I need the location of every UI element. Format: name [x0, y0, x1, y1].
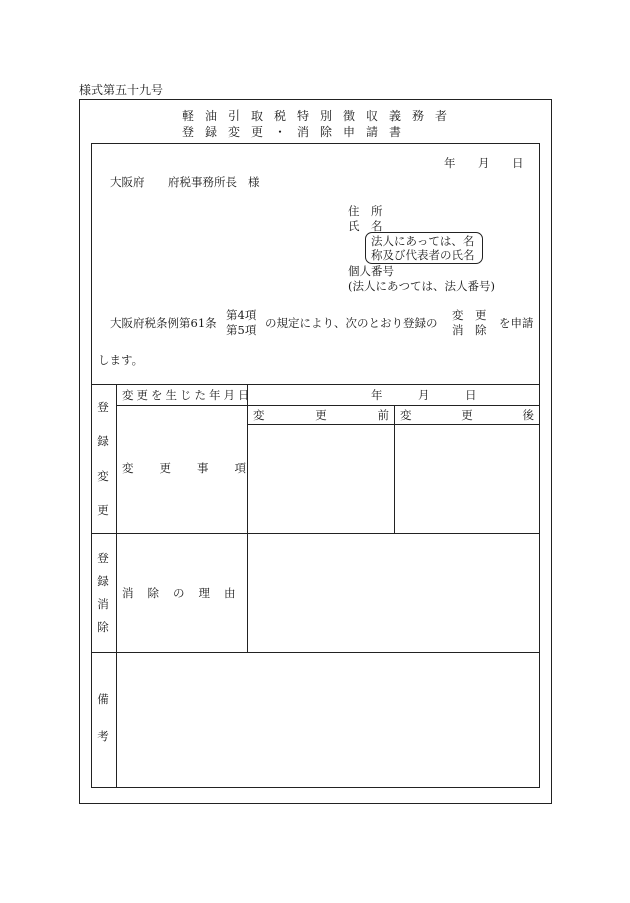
statement-clause4: 第4項 [226, 308, 257, 322]
form-title-line2: 登録変更・消除申請書 [182, 125, 413, 139]
change-section-char-4: 更 [97, 503, 109, 517]
statement-ordinance: 大阪府税条例第61条 [110, 316, 217, 330]
change-date-row-line [116, 405, 540, 406]
change-date-label: 変更を生じた年月日 [122, 388, 253, 402]
change-section-char-3: 変 [97, 469, 109, 483]
addressee-office: 府税事務所長 [168, 175, 237, 189]
table-label-divider-change [247, 384, 248, 534]
delete-reason-label: 消除の理由 [122, 586, 250, 600]
addressee-prefecture: 大阪府 [110, 175, 145, 189]
table-section-divider [116, 384, 117, 788]
change-date-day: 日 [465, 388, 477, 402]
after-label: 変 更 後 [400, 408, 534, 422]
change-section-char-1: 登 [97, 400, 109, 414]
delete-section-bottom-line [91, 652, 540, 653]
header-date-month: 月 [478, 156, 490, 170]
delete-section-char-1: 登 [97, 551, 109, 565]
address-label: 住 所 [348, 204, 383, 218]
change-items-label: 変更事項 [122, 461, 272, 475]
change-date-month: 月 [418, 388, 430, 402]
header-date-day: 日 [512, 156, 524, 170]
delete-section-char-2: 録 [97, 574, 109, 588]
statement-clause5: 第5項 [226, 323, 257, 337]
table-top-line [91, 384, 540, 385]
corp-number-note: (法人にあつては、法人番号) [348, 279, 495, 293]
remarks-char-1: 備 [97, 692, 109, 706]
header-date-year: 年 [444, 156, 456, 170]
statement-middle: の規定により、次のとおり登録の [265, 316, 438, 330]
individual-number-label: 個人番号 [348, 264, 394, 278]
statement-continuation: します。 [98, 353, 144, 367]
remarks-char-2: 考 [97, 729, 109, 743]
form-title-line1: 軽油引取税特別徴収義務者 [182, 109, 459, 123]
before-after-divider [394, 405, 395, 534]
change-section-bottom-line [91, 533, 540, 534]
change-section-char-2: 録 [97, 434, 109, 448]
corp-note-line1: 法人にあっては、名 [371, 234, 475, 248]
statement-tail: を申請 [499, 316, 534, 330]
delete-section-char-3: 消 [97, 597, 109, 611]
change-date-year: 年 [371, 388, 383, 402]
before-label: 変 更 前 [253, 408, 389, 422]
corp-note-line2: 称及び代表者の氏名 [371, 248, 475, 262]
addressee-honorific: 様 [248, 175, 260, 189]
statement-delete-label: 消 除 [452, 323, 487, 337]
delete-section-char-4: 除 [97, 620, 109, 634]
name-label: 氏 名 [348, 219, 383, 233]
statement-change-label: 変 更 [452, 308, 487, 322]
form-number: 様式第五十九号 [79, 83, 164, 97]
